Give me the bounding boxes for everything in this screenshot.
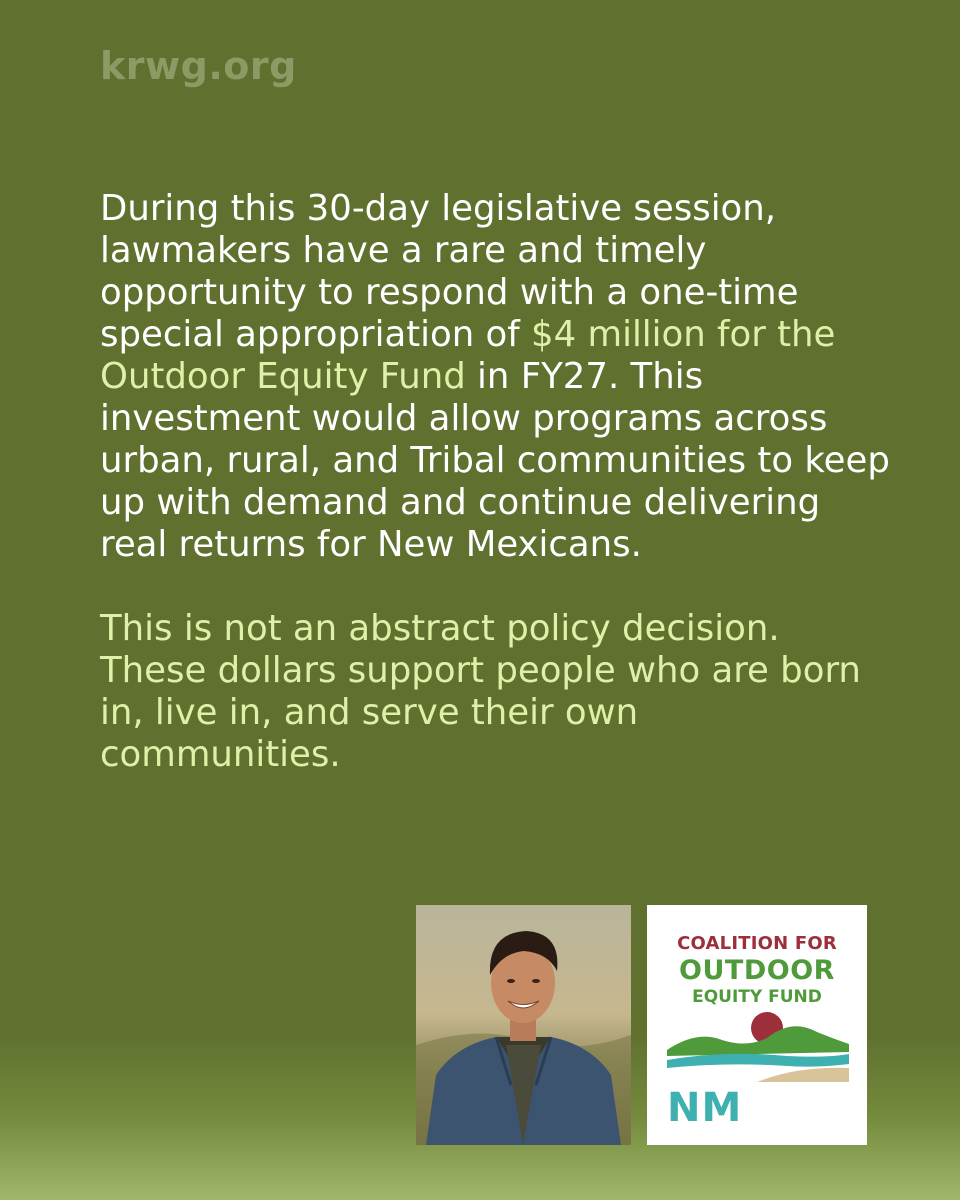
person-illustration bbox=[416, 905, 631, 1145]
person-photo bbox=[416, 905, 631, 1145]
logo-line-outdoor: OUTDOOR bbox=[679, 955, 835, 986]
logo-line-equity-fund: EQUITY FUND bbox=[692, 987, 822, 1007]
paragraph-1 bbox=[100, 188, 890, 566]
funding-highlight: $4 million for the Outdoor Equity Fund bbox=[100, 314, 836, 397]
body-text bbox=[100, 188, 890, 776]
logo-line-coalition: COALITION FOR bbox=[677, 933, 837, 954]
paragraph-2: This is not an abstract policy decision. These dollars support people who are born in, live in, and serve their own communities. bbox=[100, 608, 861, 775]
mountain-sun-icon bbox=[667, 1010, 849, 1090]
coalition-logo bbox=[647, 905, 867, 1145]
site-label: krwg.org bbox=[100, 44, 297, 88]
paragraph-1-text: During this 30-day legislative session, lawmakers have a rare and timely opportunity to respond with a one-time special appropriation of bbox=[100, 188, 799, 355]
logo-nm: NM bbox=[667, 1085, 743, 1131]
paragraph-1-end: in FY27. This investment would allow programs across urban, rural, and Tribal communities to keep up with demand and continue delivering real returns for New Mexicans. bbox=[100, 356, 890, 565]
